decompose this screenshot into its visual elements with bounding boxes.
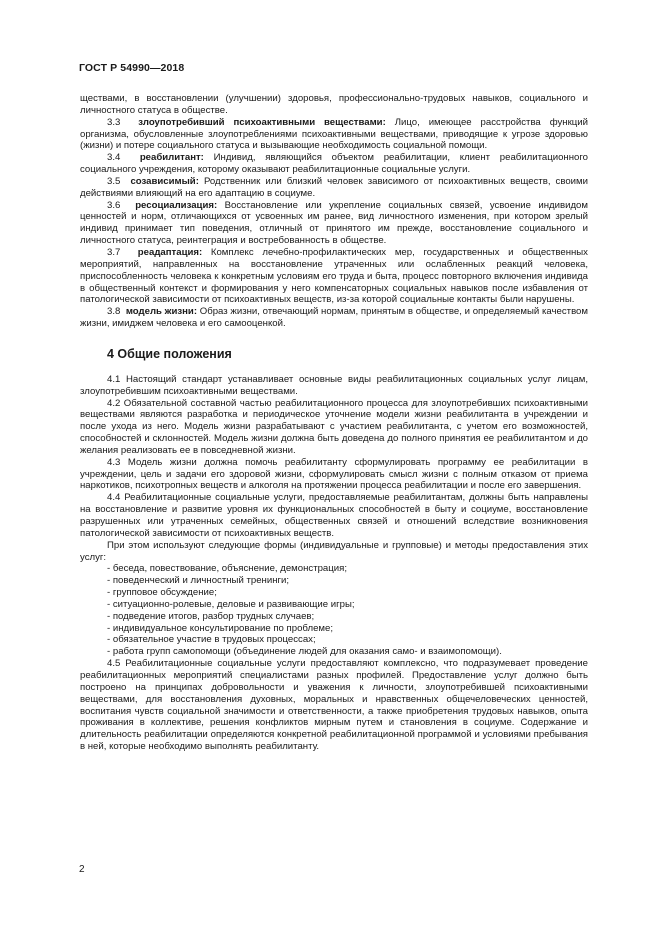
definition-3-5 [80, 176, 588, 200]
list-item: - индивидуальное консультирование по проблеме; [107, 622, 334, 634]
paragraph-4-3: 4.3 Модель жизни должна помочь реабилитанту сформулировать программу ее реабилитации в учреждении, цель и задачи его здоровой жизни, сформулировать смысл жизни с полным отказом от приема наркотиков, психотропных веществ и алкоголя на протяжении процесса реабилитации и после его завершения. [80, 456, 588, 492]
definition-3-4 [80, 152, 588, 176]
list-item: - групповое обсуждение; [107, 587, 217, 599]
definition-number: 3.5 [107, 175, 121, 187]
list-item: - подведение итогов, разбор трудных случаев; [107, 610, 315, 622]
definition-term: модель жизни: [125, 306, 198, 318]
definition-3-3 [80, 117, 588, 153]
section-heading: 4 Общие положения [107, 346, 232, 361]
list-item: - обязательное участие в трудовых процессах; [107, 634, 316, 646]
page-number: 2 [79, 864, 85, 875]
definition-text: Лицо, имеющее расстройства функций организма, обусловленные злоупотреблениями психоактивными веществами, приводящие к угрозе здоровью (жизни) и потере социального статуса и вызывающие необходимость социальной помощи. [80, 116, 588, 152]
intro-continuation: ществами, в восстановлении (улучшении) здоровья, профессионально-трудовых навыков, социального и личностного статуса в обществе. [80, 93, 588, 116]
list-item: - беседа, повествование, объяснение, демонстрация; [107, 563, 347, 575]
definition-text: Комплекс лечебно-профилактических мер, государственных и общественных мероприятий, направленных на восстановление утраченных или ослабленных реакций человека, приспособленность человека к конкретным условиям его труда и быта, процесс повторного включения индивида в общественный контекст и формирования у него компенсаторных социальных навыков после избавления от патологической зависимости от психоактивных веществ, из-за которой социальные контакты были нарушены. [80, 246, 588, 306]
paragraph-4-1: 4.1 Настоящий стандарт устанавливает основные виды реабилитационных социальных услуг лицам, злоупотребившим психоактивными веществами. [80, 373, 588, 397]
definition-text: Восстановление или укрепление социальных связей, усвоение индивидом ценностей и норм, отличающихся от усвоенных им ранее, вид личностного изменения, при котором зрелый индивид принимает тип поведения, отличный от принятого им прежде, восстановление социального и личностного статуса, реинтеграция и востребованность в обществе. [80, 199, 588, 247]
definition-3-6 [80, 200, 588, 247]
definition-number: 3.7 [107, 246, 121, 258]
definition-number: 3.4 [107, 152, 121, 164]
paragraph-4-2: 4.2 Обязательной составной частью реабилитационного процесса для злоупотребивших психоактивными веществами являются разработка и периодическое уточнение модели жизни реабилитанта в учреждении и после ухода из него. Модель жизни разрабатывают с участием реабилитанта, с учетом его возможностей, способностей и склонностей. Модель жизни должна быть доведена до полного принятия ее реабилитантом и до желания реализовать ее в повседневной жизни. [80, 397, 588, 456]
definition-text: Родственник или близкий человек зависимого от психоактивных веществ, своими действиями влияющий на его адаптацию в социуме. [80, 175, 588, 199]
definition-3-8 [80, 306, 588, 330]
list-item: - работа групп самопомощи (объединение людей для оказания само- и взаимопомощи). [107, 646, 502, 658]
definition-term: созависимый: [130, 175, 199, 187]
definition-3-7 [80, 247, 588, 306]
definition-number: 3.8 [107, 306, 121, 318]
definition-term: злоупотребивший психоактивными веществами: [138, 116, 386, 128]
forms-list [80, 563, 588, 658]
list-item: - ситуационно-ролевые, деловые и развивающие игры; [107, 598, 355, 610]
definition-text: Индивид, являющийся объектом реабилитации, клиент реабилитационного социального учреждения, которому оказывают реабилитационные социальные услуги. [80, 152, 588, 176]
paragraph-4-5: 4.5 Реабилитационные социальные услуги предоставляют комплексно, что подразумевает проведение реабилитационных мероприятий специалистами разных профилей. Предоставление услуг должно быть построено на принципах добровольности и уважения к личности, злоупотребившей психоактивными веществами, для восстановления духовных, моральных и нравственных общечеловеческих ценностей, воспитания чувств социальной значимости и ответственности, а также приобретения трудовых навыков, опыта проживания в коллективе, решения конфликтов мирным путем и становления в социуме. Содержание и длительность реабилитации определяются конкретной реабилитационной программой и условиями пребывания в ней, которые необходимо выполнять реабилитанту. [80, 658, 588, 753]
document-header: ГОСТ Р 54990—2018 [79, 62, 185, 74]
definition-term: реадаптация: [137, 246, 203, 258]
definition-term: ресоциализация: [135, 199, 218, 211]
list-item: - поведенческий и личностный тренинги; [107, 575, 290, 587]
definition-text: Образ жизни, отвечающий нормам, принятым в обществе, и определяемый качеством жизни, имиджем человека и его самооценкой. [80, 306, 588, 330]
paragraph-4-4: 4.4 Реабилитационные социальные услуги, предоставляемые реабилитантам, должны быть направлены на восстановление и развитие уровня их функциональных способностей в быту и социуме, восстановление разрушенных или утраченных семейных, общественных связей и отношений вследствие возникновения патологической зависимости от психоактивных веществ. [80, 492, 588, 539]
definition-number: 3.6 [107, 199, 121, 211]
forms-intro: При этом используют следующие формы (индивидуальные и групповые) и методы предоставления этих услуг: [80, 539, 588, 563]
definition-term: реабилитант: [139, 152, 204, 164]
definition-number: 3.3 [107, 116, 121, 128]
document-body [80, 93, 588, 753]
